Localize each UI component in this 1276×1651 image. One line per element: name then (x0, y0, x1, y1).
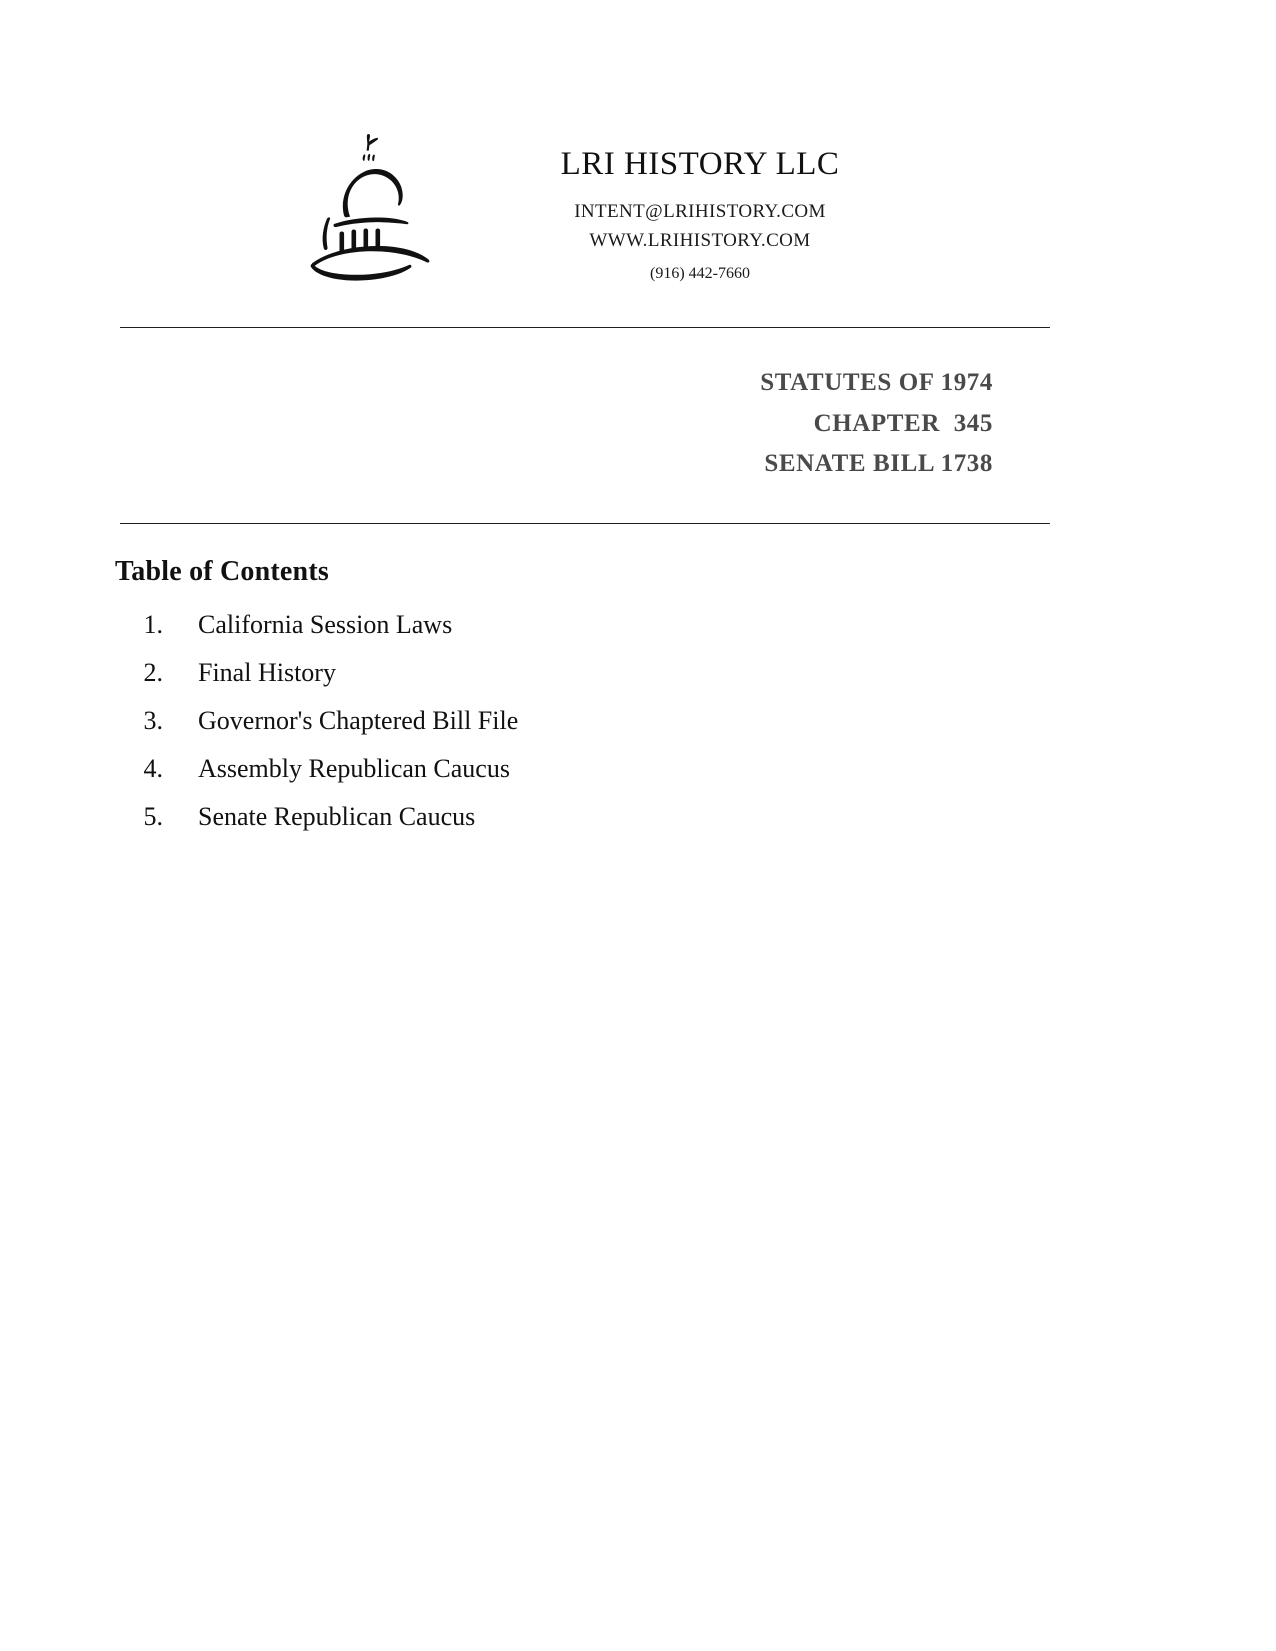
toc-item-label: California Session Laws (198, 610, 453, 639)
chapter-number: CHAPTER 345 (813, 409, 993, 437)
divider-top (120, 327, 1050, 328)
toc-item-number: 2. (143, 658, 163, 687)
org-name: LRI HISTORY LLC (560, 146, 840, 182)
org-phone: (916) 442-7660 (650, 265, 750, 283)
capitol-dome-icon (290, 118, 460, 288)
org-email: INTENT@LRIHISTORY.COM (574, 201, 826, 223)
toc-item-number: 1. (143, 610, 163, 639)
toc-item-number: 5. (143, 802, 163, 831)
bill-number: SENATE BILL 1738 (764, 450, 993, 477)
letterhead (0, 118, 1276, 288)
toc-item-label: Governor's Chaptered Bill File (198, 706, 519, 735)
list-item[interactable] (115, 804, 915, 852)
toc-item-label: Final History (198, 658, 336, 687)
toc-list (115, 612, 915, 852)
toc-item-number: 3. (143, 706, 163, 735)
toc-item-label: Assembly Republican Caucus (198, 754, 510, 783)
divider-bottom (120, 523, 1050, 524)
toc-item-number: 4. (143, 754, 163, 783)
statutes-year: STATUTES OF 1974 (760, 369, 993, 396)
toc-item-label: Senate Republican Caucus (198, 802, 476, 831)
list-item[interactable] (115, 756, 915, 804)
list-item[interactable] (115, 612, 915, 660)
toc-heading: Table of Contents (115, 556, 329, 587)
list-item[interactable] (115, 660, 915, 708)
document-title-block (120, 363, 993, 485)
org-website: WWW.LRIHISTORY.COM (589, 229, 811, 251)
list-item[interactable] (115, 708, 915, 756)
org-info (490, 118, 910, 287)
